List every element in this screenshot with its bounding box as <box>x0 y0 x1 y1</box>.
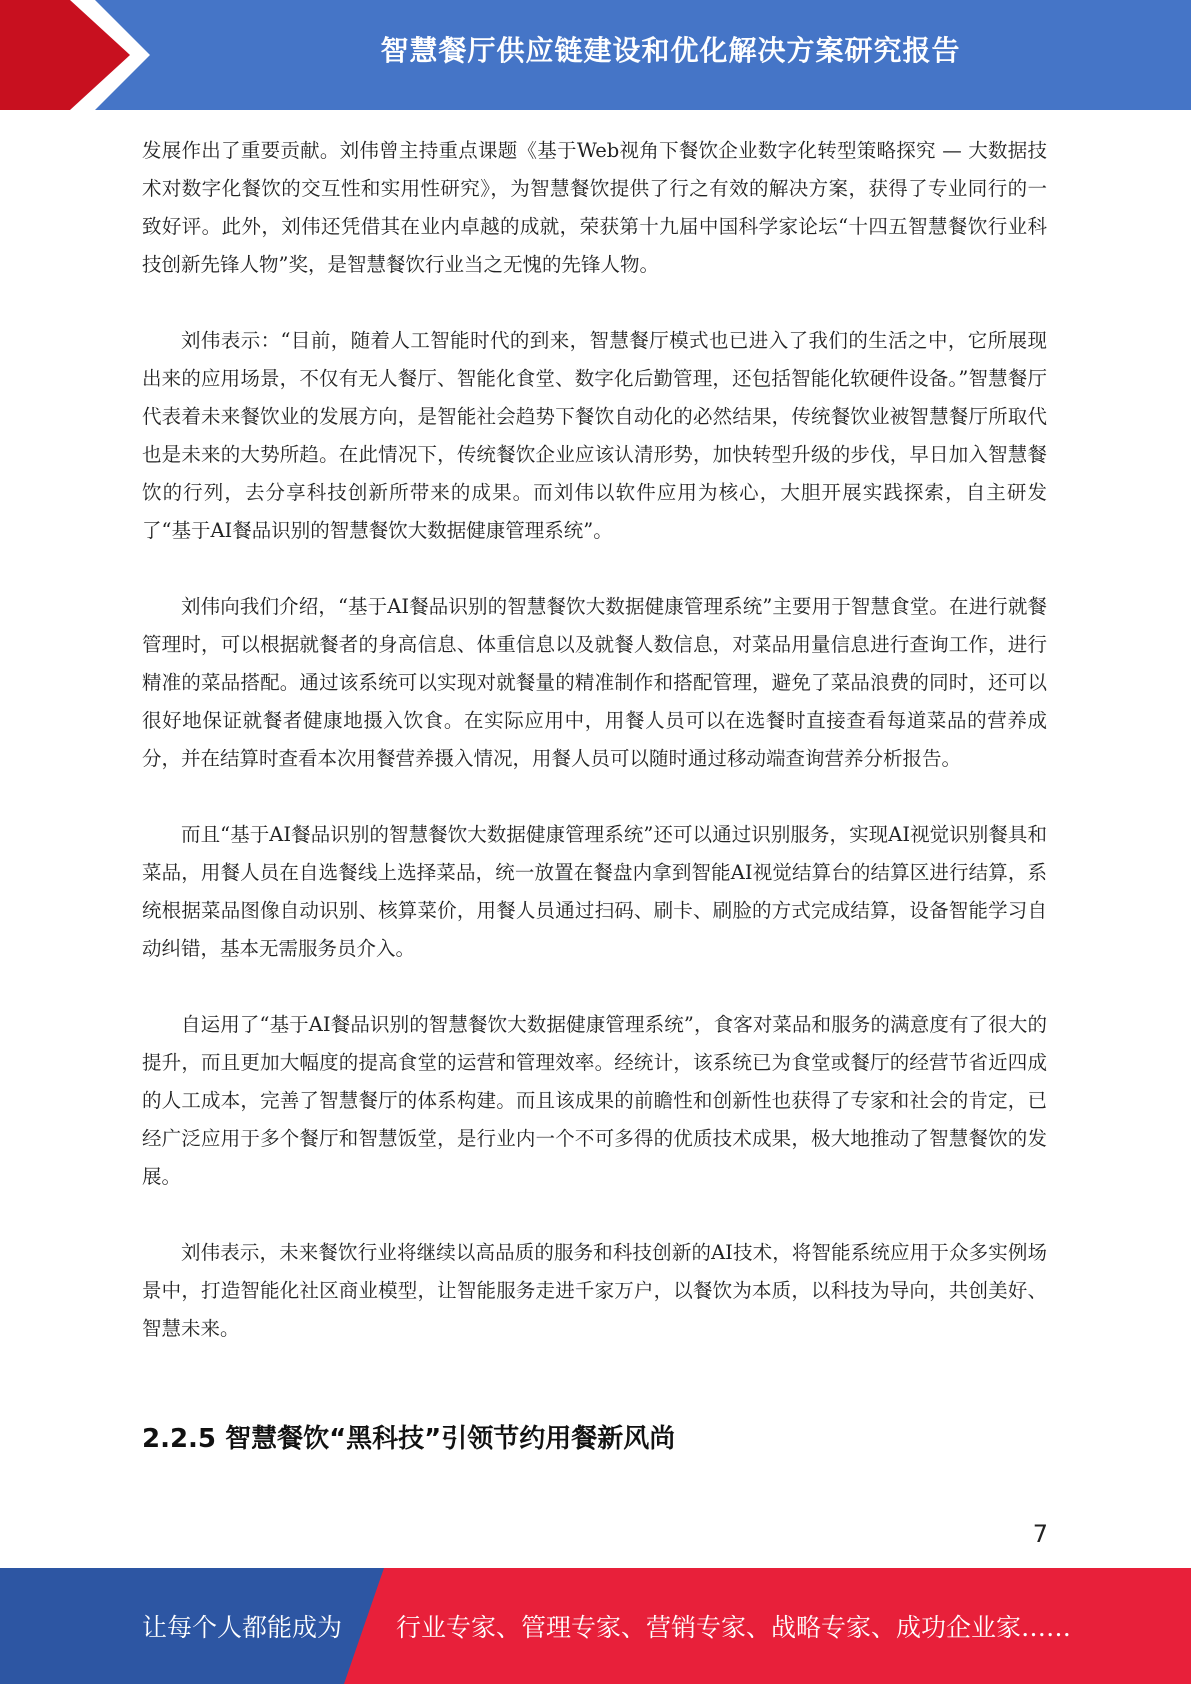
paragraph: 刘伟表示，未来餐饮行业将继续以高品质的服务和科技创新的AI技术，将智能系统应用于众多实例场景中，打造智能化社区商业模型，让智能服务走进千家万户，以餐饮为本质，以科技为导向，共创美好、智慧未来。 <box>142 1241 1047 1340</box>
footer-slogan-left: 让每个人都能成为 <box>142 1613 343 1642</box>
header-chevron-icon <box>0 0 160 110</box>
page-footer <box>0 1568 1191 1684</box>
report-title: 智慧餐厅供应链建设和优化解决方案研究报告 <box>380 34 961 67</box>
page-number: 7 <box>1032 1520 1048 1548</box>
page-header <box>0 0 1191 110</box>
paragraph: 发展作出了重要贡献。刘伟曾主持重点课题《基于Web视角下餐饮企业数字化转型策略探究 — 大数据技术对数字化餐饮的交互性和实用性研究》，为智慧餐饮提供了行之有效的解决方案，获得了专业同行的一致好评。此外，刘伟还凭借其在业内卓越的成就，荣获第十九届中国科学家论坛“十四五智慧餐饮行业科技创新先锋人物”奖，是智慧餐饮行业当之无愧的先锋人物。 <box>142 139 1047 276</box>
section-heading: 2.2.5 智慧餐饮“黑科技”引领节约用餐新风尚 <box>142 1424 676 1454</box>
footer-slogan-right: 行业专家、管理专家、营销专家、战略专家、成功企业家…… <box>396 1613 1072 1642</box>
paragraph: 自运用了“基于AI餐品识别的智慧餐饮大数据健康管理系统”，食客对菜品和服务的满意度有了很大的提升，而且更加大幅度的提高食堂的运营和管理效率。经统计，该系统已为食堂或餐厅的经营节省近四成的人工成本，完善了智慧餐厅的体系构建。而且该成果的前瞻性和创新性也获得了专家和社会的肯定，已经广泛应用于多个餐厅和智慧饭堂，是行业内一个不可多得的优质技术成果，极大地推动了智慧餐饮的发展。 <box>142 1013 1047 1188</box>
paragraph: 刘伟向我们介绍，“基于AI餐品识别的智慧餐饮大数据健康管理系统”主要用于智慧食堂。在进行就餐管理时，可以根据就餐者的身高信息、体重信息以及就餐人数信息，对菜品用量信息进行查询工作，进行精准的菜品搭配。通过该系统可以实现对就餐量的精准制作和搭配管理，避免了菜品浪费的同时，还可以很好地保证就餐者健康地摄入饮食。在实际应用中，用餐人员可以在选餐时直接查看每道菜品的营养成分，并在结算时查看本次用餐营养摄入情况，用餐人员可以随时通过移动端查询营养分析报告。 <box>142 595 1047 770</box>
paragraph: 刘伟表示：“目前，随着人工智能时代的到来，智慧餐厅模式也已进入了我们的生活之中，它所展现出来的应用场景，不仅有无人餐厅、智能化食堂、数字化后勤管理，还包括智能化软硬件设备。”智慧餐厅代表着未来餐饮业的发展方向，是智能社会趋势下餐饮自动化的必然结果，传统餐饮业被智慧餐厅所取代也是未来的大势所趋。在此情况下，传统餐饮企业应该认清形势，加快转型升级的步伐，早日加入智慧餐饮的行列，去分享科技创新所带来的成果。而刘伟以软件应用为核心，大胆开展实践探索，自主研发了“基于AI餐品识别的智慧餐饮大数据健康管理系统”。 <box>142 329 1047 542</box>
article-body <box>142 132 1047 1386</box>
paragraph: 而且“基于AI餐品识别的智慧餐饮大数据健康管理系统”还可以通过识别服务，实现AI视觉识别餐具和菜品，用餐人员在自选餐线上选择菜品，统一放置在餐盘内拿到智能AI视觉结算台的结算区进行结算，系统根据菜品图像自动识别、核算菜价，用餐人员通过扫码、刷卡、刷脸的方式完成结算，设备智能学习自动纠错，基本无需服务员介入。 <box>142 823 1047 960</box>
